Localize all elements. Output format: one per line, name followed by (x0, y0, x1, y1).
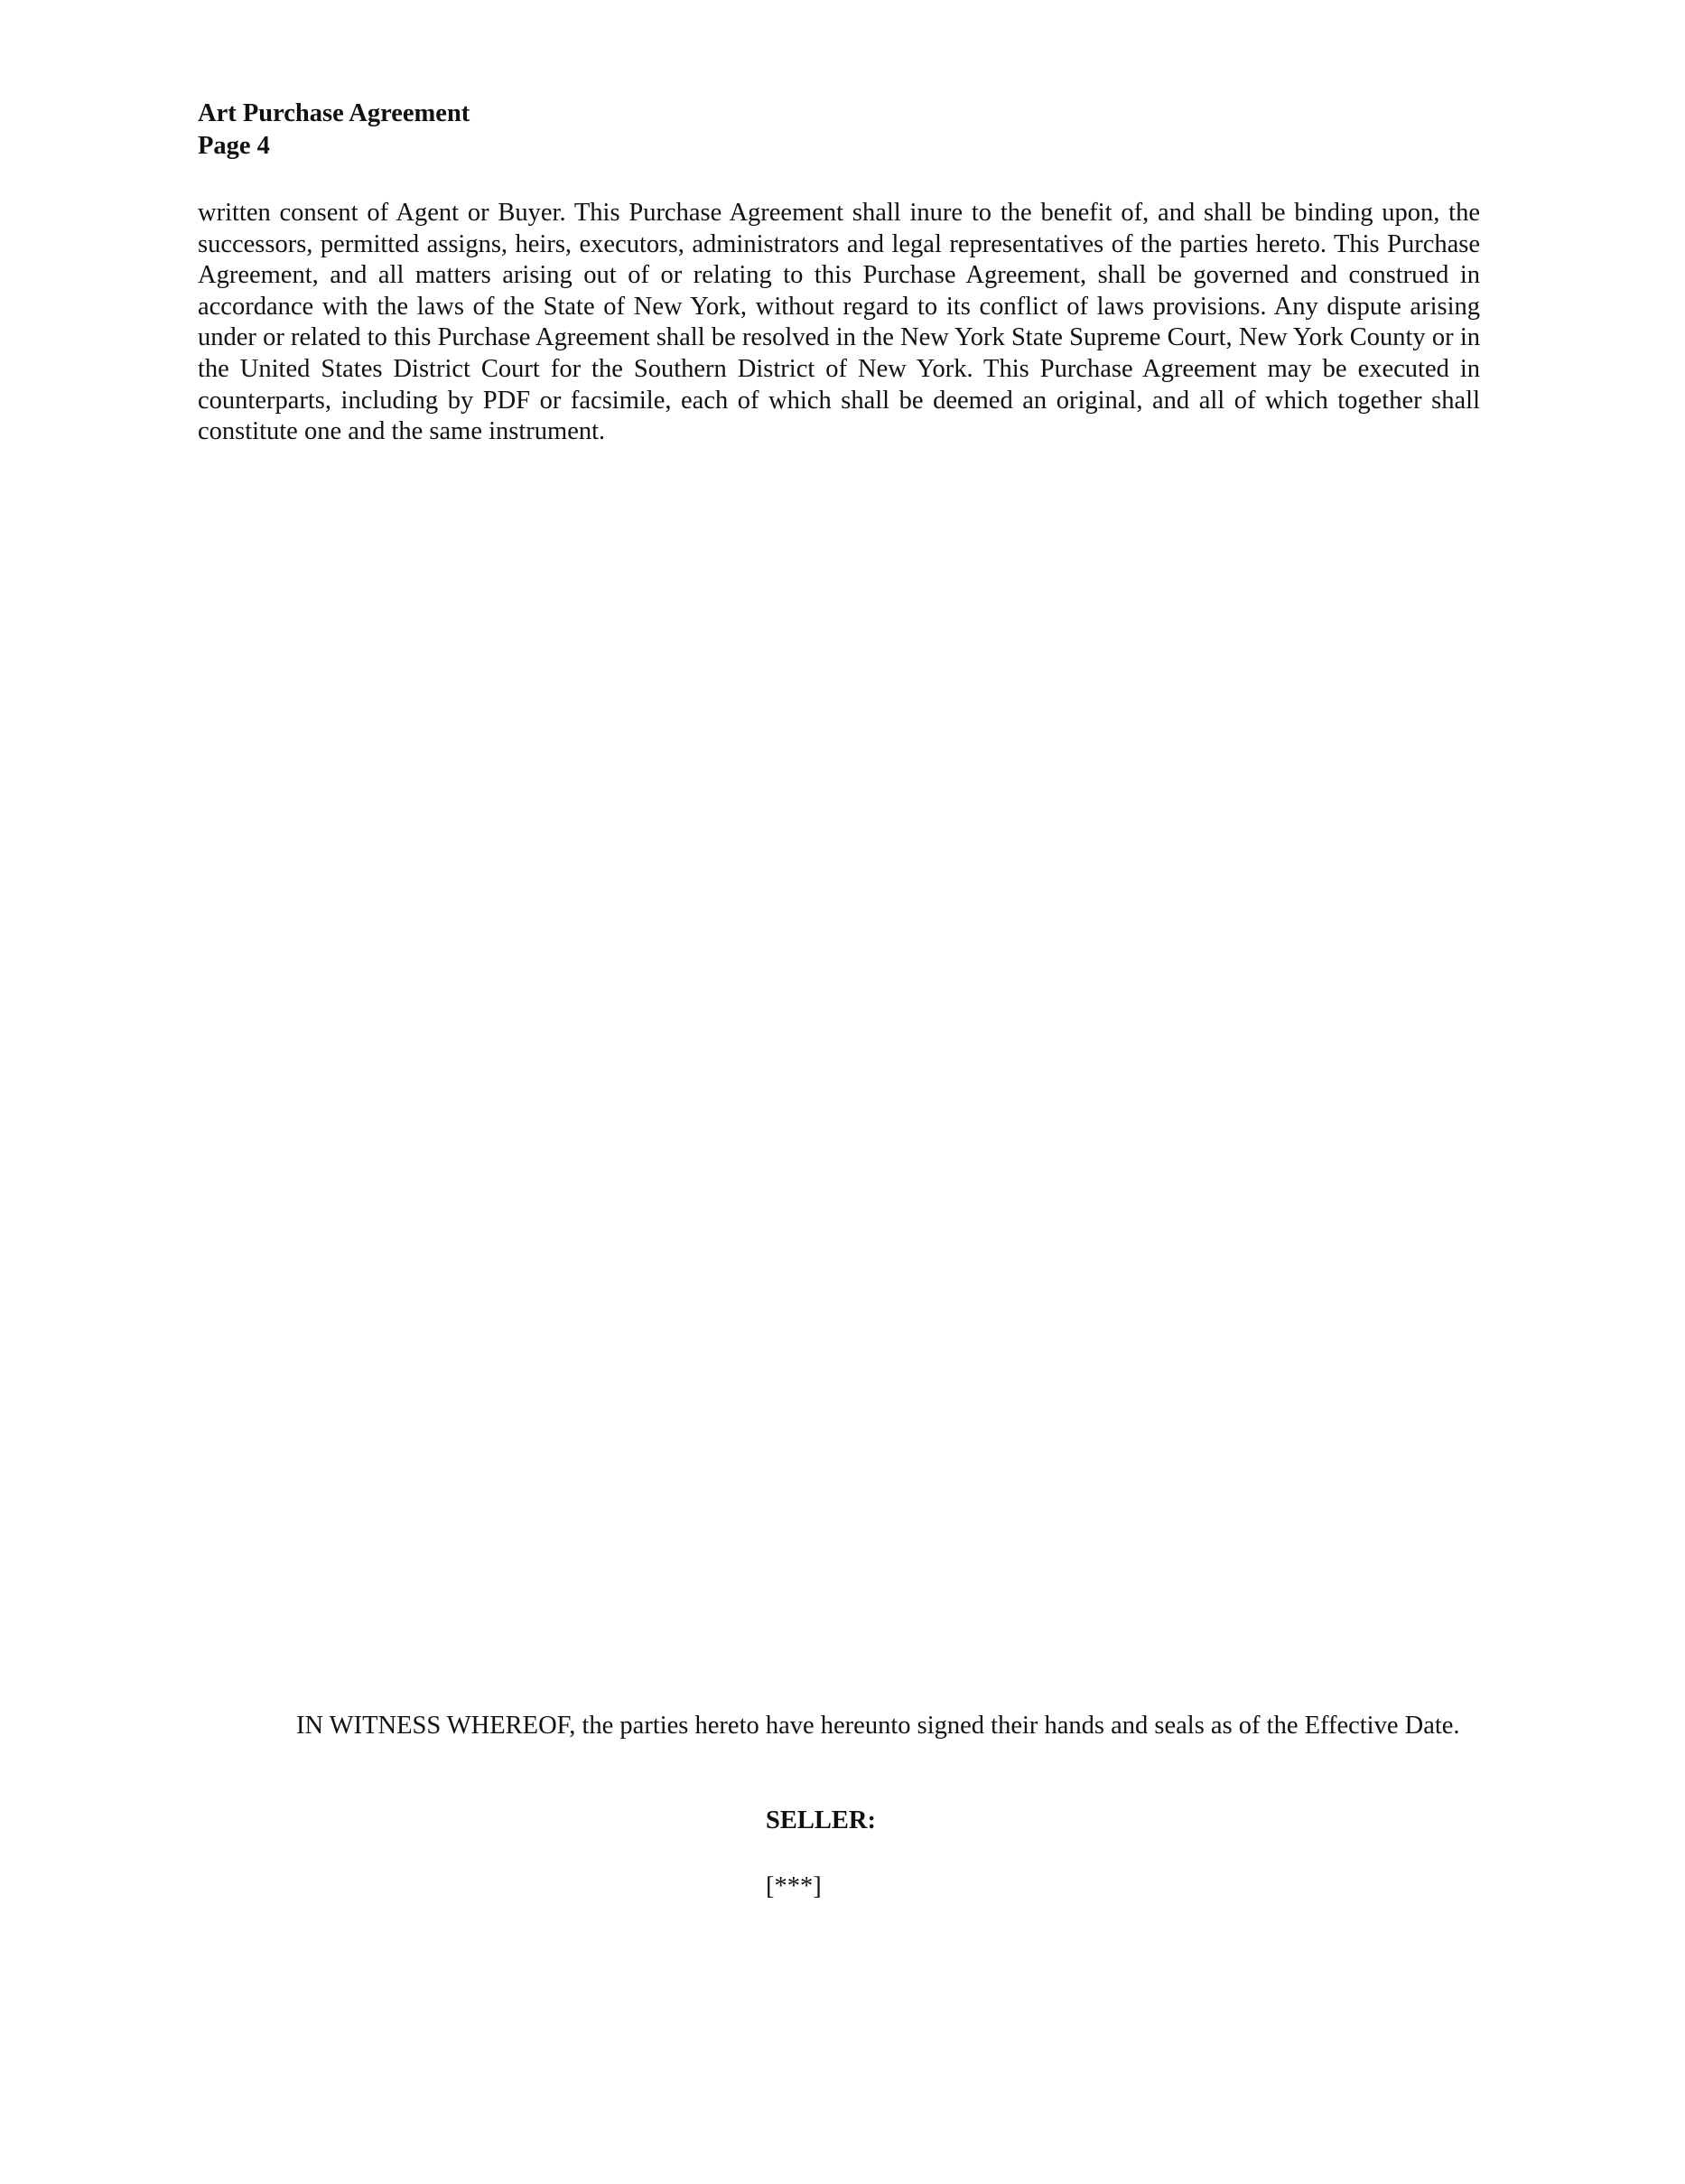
document-title: Art Purchase Agreement (198, 99, 470, 127)
page-number: Page 4 (198, 132, 270, 160)
page-header (198, 98, 470, 163)
seller-label: SELLER: (766, 1806, 876, 1834)
governing-law-paragraph: written consent of Agent or Buyer. This Purchase Agreement shall inure to the benefit of, and shall be binding upon, the successors, permitted assigns, heirs, executors, administrators and legal representatives of the parties hereto. This Purchase Agreement, and all matters arising out of or relating to this Purchase Agreement, shall be governed and construed in accordance with the laws of the State of New York, without regard to its conflict of laws provisions. Any dispute arising under or related to this Purchase Agreement shall be resolved in the New York State Supreme Court, New York County or in the United States District Court for the Southern District of New York. This Purchase Agreement may be executed in counterparts, including by PDF or facsimile, each of which shall be deemed an original, and all of which together shall constitute one and the same instrument. (198, 199, 1480, 446)
witness-clause: IN WITNESS WHEREOF, the parties hereto have hereunto signed their hands and seals as of the Effective Date. (296, 1712, 1460, 1740)
seller-name-placeholder: [***] (766, 1872, 822, 1900)
